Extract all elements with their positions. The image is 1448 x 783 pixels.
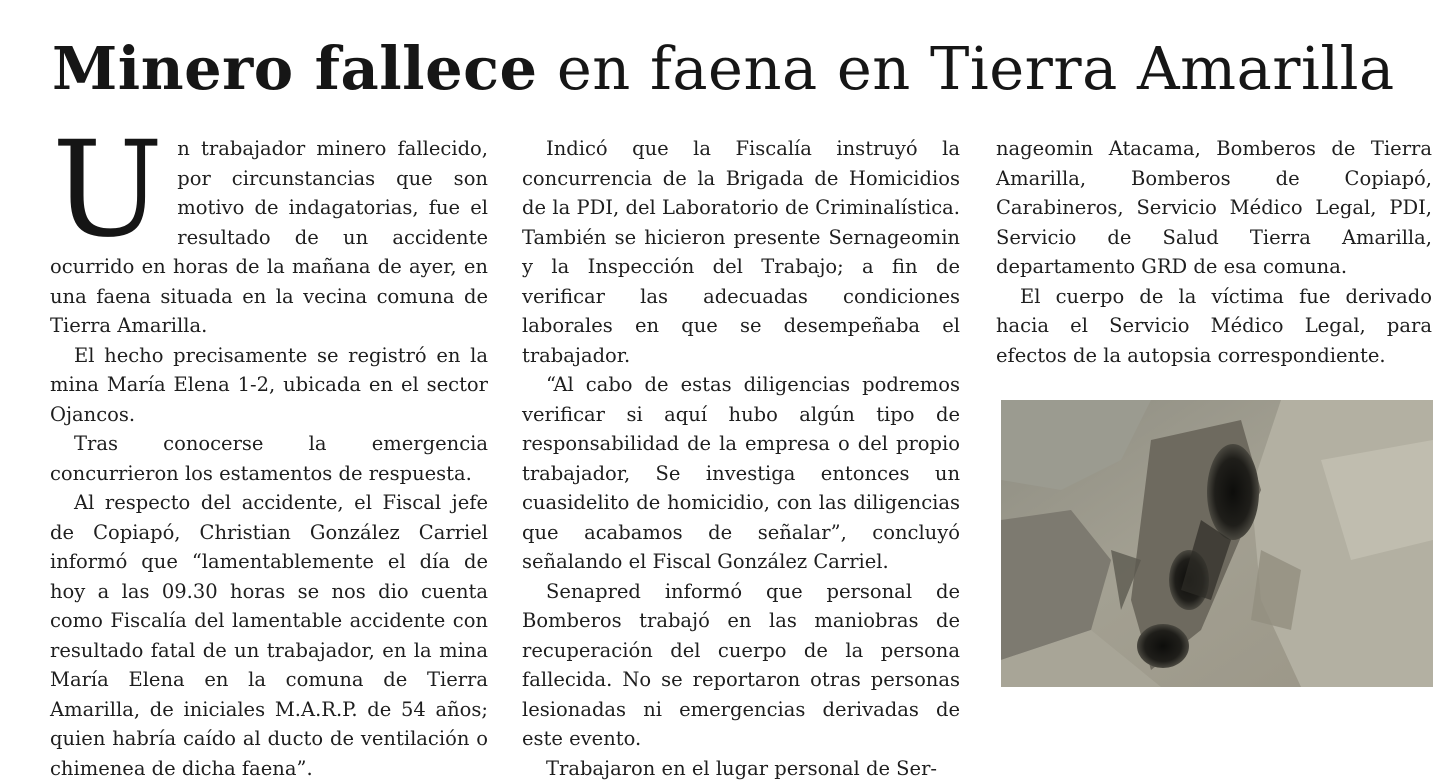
article-column-2: [522, 134, 960, 783]
paragraph: El cuerpo de la víctima fue derivado hacia el Servicio Médico Legal, para efectos de la autopsia correspondiente.: [996, 282, 1432, 371]
paragraph: Trabajaron en el lugar personal de Ser-: [522, 754, 960, 783]
article-column-3: [996, 134, 1432, 370]
headline-bold: Minero fallece: [52, 34, 538, 103]
paragraph: Tras conocerse la emergencia concurrieron los estamentos de respuesta.: [50, 429, 488, 488]
paragraph: Indicó que la Fiscalía instruyó la concurrencia de la Brigada de Homicidios de la PDI, del Laboratorio de Criminalística. También se hicieron presente Sernageomin y la Inspección del Trabajo; a fin de verificar las adecuadas condiciones laborales en que se desempeñaba el trabajador.: [522, 134, 960, 370]
headline: [52, 34, 1432, 104]
paragraph: El hecho precisamente se registró en la mina María Elena 1-2, ubicada en el sector Ojancos.: [50, 341, 488, 430]
paragraph: Al respecto del accidente, el Fiscal jefe de Copiapó, Christian González Carriel informó que “lamentablemente el día de hoy a las 09.30 horas se nos dio cuenta como Fiscalía del lamentable accidente con resultado fatal de un trabajador, en la mina María Elena en la comuna de Tierra Amarilla, de iniciales M.A.R.P. de 54 años; quien habría caído al ducto de ventilación o chimenea de dicha faena”.: [50, 488, 488, 783]
drop-cap: U: [52, 138, 163, 242]
paragraph: “Al cabo de estas diligencias podremos verificar si aquí hubo algún tipo de responsabilidad de la empresa o del propio trabajador, Se investiga entonces un cuasidelito de homicidio, con las diligencias que acabamos de señalar”, concluyó señalando el Fiscal González Carriel.: [522, 370, 960, 577]
mine-shaft-image: [1001, 400, 1433, 687]
paragraph: nageomin Atacama, Bomberos de Tierra Amarilla, Bomberos de Copiapó, Carabineros, Servicio Médico Legal, PDI, Servicio de Salud Tierra Amarilla, departamento GRD de esa comuna.: [996, 134, 1432, 282]
paragraph: n trabajador minero fallecido, por circunstancias que son motivo de indagatorias, fue el resultado de un accidente ocurrido en horas de la mañana de ayer, en una faena situada en la vecina comuna de Tierra Amarilla.: [50, 134, 488, 341]
article-column-1: [50, 134, 488, 783]
paragraph: Senapred informó que personal de Bomberos trabajó en las maniobras de recuperación del cuerpo de la persona fallecida. No se reportaron otras personas lesionadas ni emergencias derivadas de este evento.: [522, 577, 960, 754]
headline-regular: en faena en Tierra Amarilla: [557, 34, 1395, 103]
mine-shaft-photo: [1001, 400, 1433, 687]
